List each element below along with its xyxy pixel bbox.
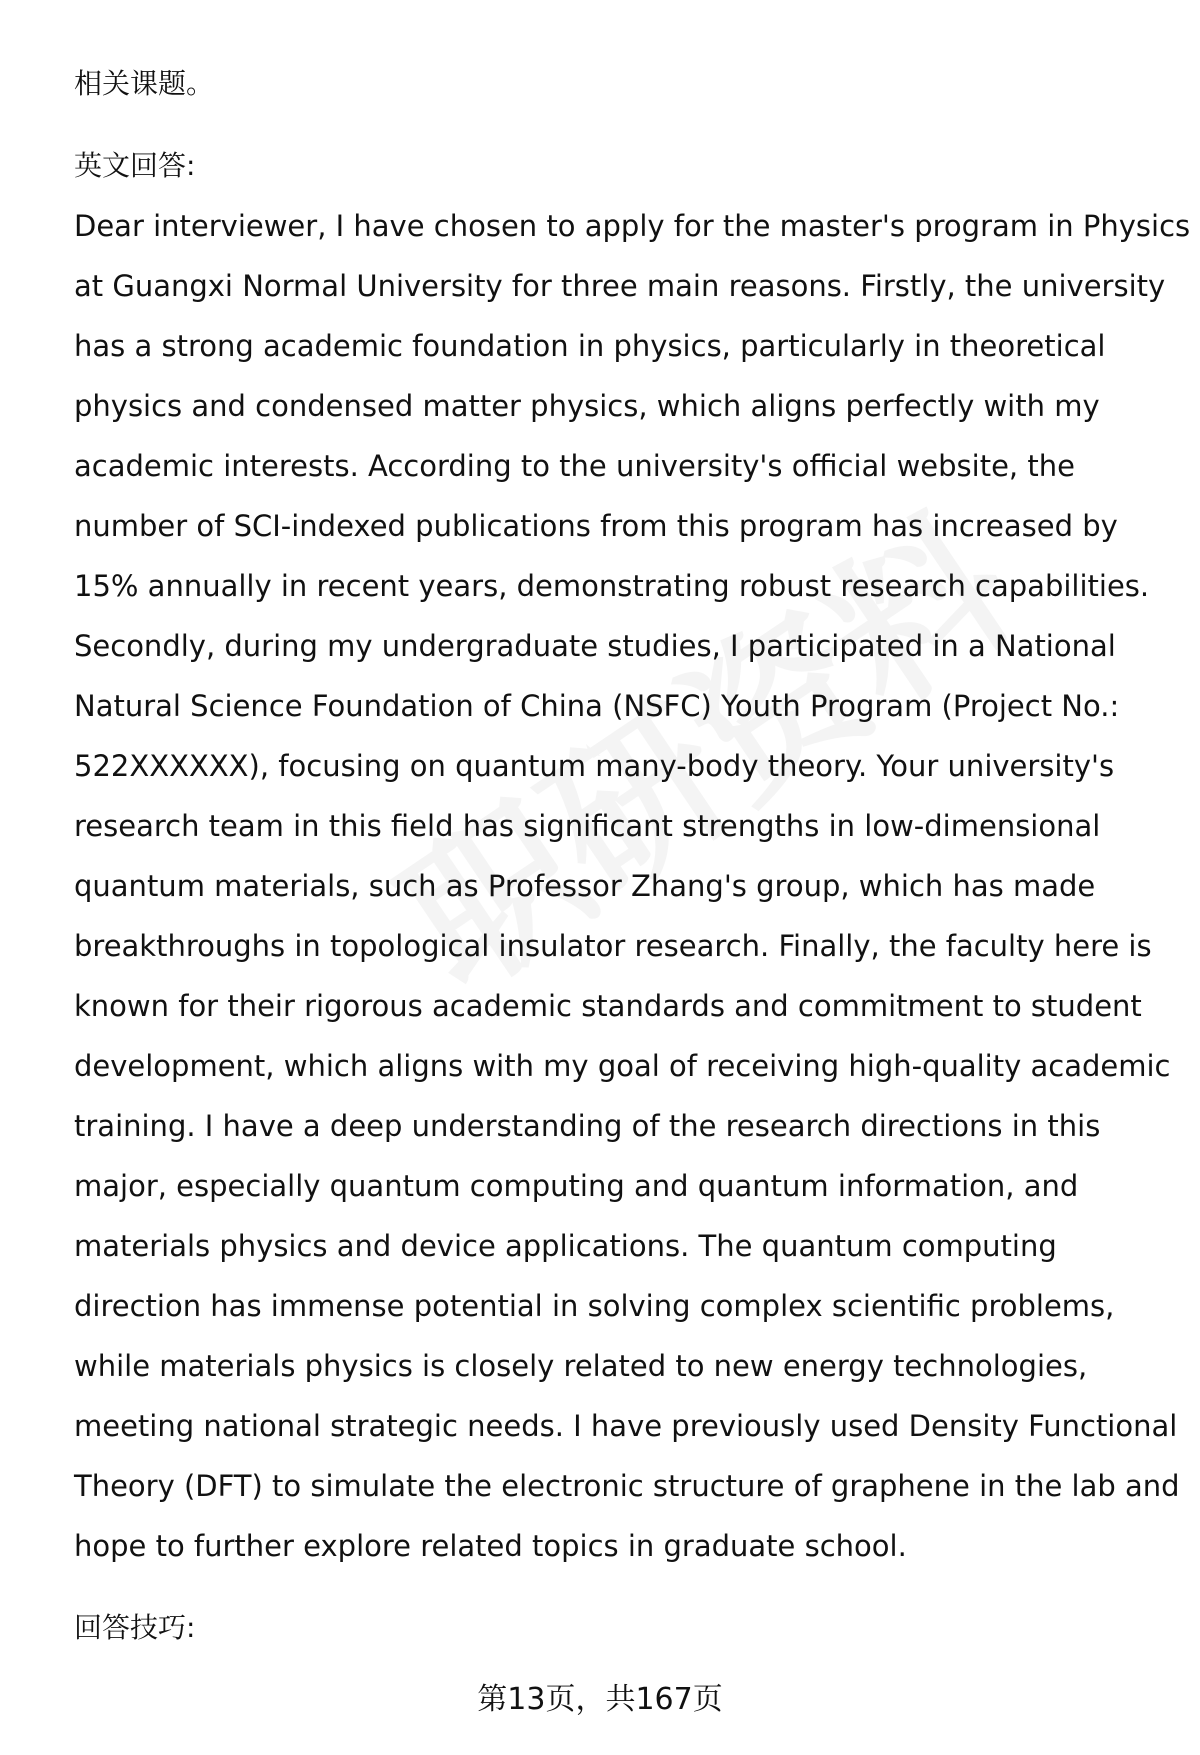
answer-line: number of SCI-indexed publications from this program has increased by [74, 509, 1118, 543]
english-answer-body [74, 196, 1191, 1576]
answer-line: Secondly, during my undergraduate studies, I participated in a National [74, 629, 1116, 663]
answer-line: development, which aligns with my goal of receiving high-quality academic [74, 1049, 1171, 1083]
answer-line: training. I have a deep understanding of the research directions in this [74, 1109, 1101, 1143]
answer-line: 15% annually in recent years, demonstrating robust research capabilities. [74, 569, 1150, 603]
answer-line: physics and condensed matter physics, which aligns perfectly with my [74, 389, 1100, 423]
answer-line: research team in this field has significant strengths in low-dimensional [74, 809, 1101, 843]
answer-line: 522XXXXXX), focusing on quantum many-body theory. Your university's [74, 749, 1115, 783]
page-content [74, 54, 1191, 1658]
answer-line: Dear interviewer, I have chosen to apply for the master's program in Physics [74, 209, 1191, 243]
answer-line: quantum materials, such as Professor Zhang's group, which has made [74, 869, 1096, 903]
answer-line: hope to further explore related topics in graduate school. [74, 1529, 907, 1563]
answer-line: breakthroughs in topological insulator research. Finally, the faculty here is [74, 929, 1152, 963]
spacer [74, 1576, 1164, 1598]
answer-line: has a strong academic foundation in physics, particularly in theoretical [74, 329, 1106, 363]
answer-line: Natural Science Foundation of China (NSFC) Youth Program (Project No.: [74, 689, 1120, 723]
intro-line: 相关课题。 [74, 67, 215, 100]
answer-line: at Guangxi Normal University for three main reasons. Firstly, the university [74, 269, 1166, 303]
answer-line: meeting national strategic needs. I have previously used Density Functional [74, 1409, 1178, 1443]
answer-line: Theory (DFT) to simulate the electronic structure of graphene in the lab and [74, 1469, 1180, 1503]
english-answer-heading: 英文回答: [74, 149, 196, 182]
answer-line: known for their rigorous academic standards and commitment to student [74, 989, 1142, 1023]
answer-line: direction has immense potential in solving complex scientific problems, [74, 1289, 1115, 1323]
page-number: 第13页，共167页 [477, 1682, 723, 1717]
answer-line: major, especially quantum computing and quantum information, and [74, 1169, 1079, 1203]
answer-line: while materials physics is closely related to new energy technologies, [74, 1349, 1088, 1383]
answer-tips-heading: 回答技巧: [74, 1611, 196, 1644]
answer-line: materials physics and device applications. The quantum computing [74, 1229, 1057, 1263]
answer-line: academic interests. According to the university's official website, the [74, 449, 1075, 483]
spacer [74, 114, 1164, 136]
